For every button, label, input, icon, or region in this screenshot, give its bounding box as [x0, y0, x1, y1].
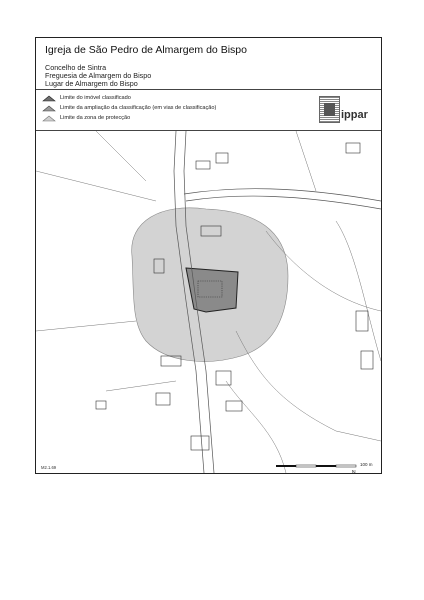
legend-label-extension: Limite da ampliação da classificação (em vias de classificação) [60, 105, 217, 111]
parcel-line [296, 131, 316, 191]
north-label: N [352, 470, 356, 473]
parcel-line [96, 131, 146, 181]
building [196, 161, 210, 169]
building [191, 436, 209, 450]
parcel-line [106, 381, 176, 391]
legend-item-extension [42, 104, 216, 112]
building [216, 153, 228, 163]
legend-item-protection [42, 114, 130, 122]
road [184, 189, 381, 201]
map-sheet [35, 37, 382, 474]
legend [36, 90, 381, 131]
building [156, 393, 170, 405]
legend-label-protection: Limite da zona de protecção [60, 115, 131, 121]
building [96, 401, 106, 409]
north-arrow [344, 470, 366, 473]
scale-bar [276, 465, 356, 467]
parcel-line [36, 321, 136, 331]
protection-symbol-icon [42, 115, 56, 122]
sheet-code: M2.1.69 [41, 465, 57, 470]
road [186, 196, 381, 209]
map-canvas [36, 131, 381, 473]
parcel-line [336, 221, 381, 361]
title-block [36, 38, 381, 90]
parcel-line [226, 381, 286, 473]
extension-symbol-icon [42, 105, 56, 112]
building [226, 401, 242, 411]
legend-label-classified: Limite do imóvel classificado [60, 95, 131, 101]
classified-building [186, 268, 238, 312]
freguesia-label: Freguesia de Almargem do Bispo [45, 71, 152, 80]
page-title: Igreja de São Pedro de Almargem do Bispo [45, 44, 247, 56]
building [216, 371, 231, 385]
lugar-label: Lugar de Almargem do Bispo [45, 79, 138, 88]
building [361, 351, 373, 369]
building [346, 143, 360, 153]
ippar-logo [319, 96, 374, 126]
scale-label: 100 m [360, 462, 373, 467]
concelho-label: Concelho de Sintra [45, 63, 107, 72]
logo-text: ippar [341, 109, 368, 121]
ippar-castle-logo-icon [319, 96, 340, 123]
building [356, 311, 368, 331]
legend-item-classified [42, 94, 131, 102]
cadastral-map [36, 131, 381, 473]
classified-symbol-icon [42, 95, 56, 102]
parcel-line [36, 171, 156, 201]
